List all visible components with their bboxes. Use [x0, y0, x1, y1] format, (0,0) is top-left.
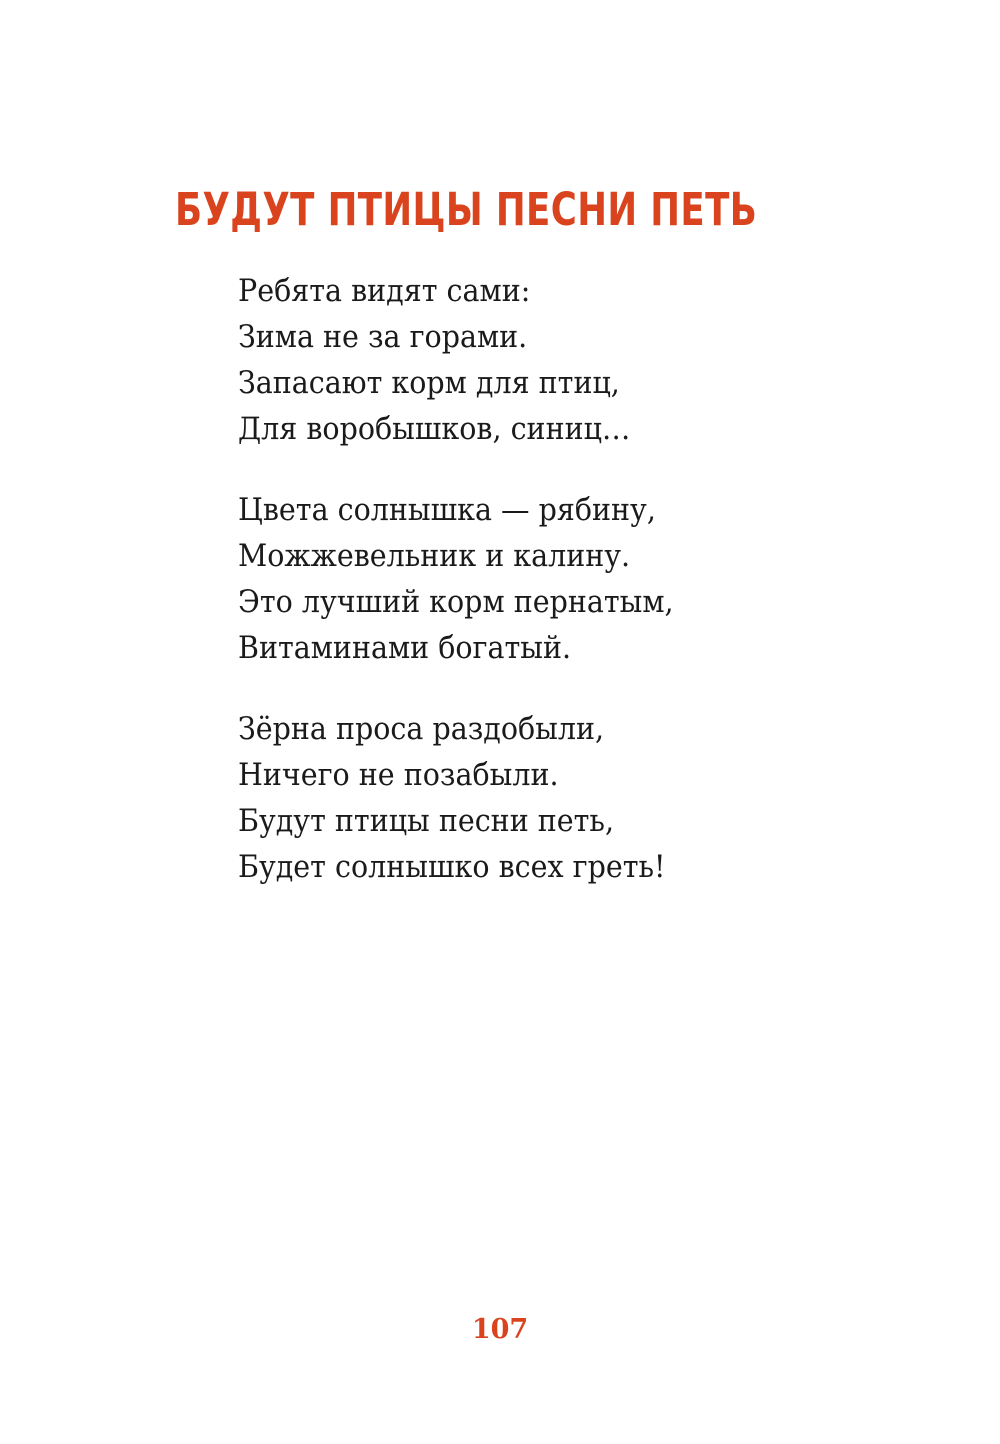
stanza-2 — [238, 487, 798, 671]
poem-title: БУДУТ ПТИЦЫ ПЕСНИ ПЕТЬ — [175, 183, 758, 236]
stanza-3 — [238, 706, 798, 890]
stanza-1 — [238, 268, 798, 452]
poem-line: Запасают корм для птиц, — [238, 365, 620, 401]
poem-line: Зёрна проса раздобыли, — [238, 711, 605, 747]
poem-line: Будет солнышко всех греть! — [238, 849, 666, 885]
poem-line: Будут птицы песни петь, — [238, 803, 615, 839]
poem-body — [238, 268, 798, 925]
poem-line: Это лучший корм пернатым, — [238, 584, 674, 620]
poem-line: Ребята видят сами: — [238, 273, 531, 309]
poem-line: Витаминами богатый. — [238, 630, 572, 666]
poem-line: Можжевельник и калину. — [238, 538, 631, 574]
poem-line: Для воробышков, синиц… — [238, 411, 631, 447]
poem-line: Зима не за горами. — [238, 319, 528, 355]
poem-line: Ничего не позабыли. — [238, 757, 559, 793]
poem-line: Цвета солнышка — рябину, — [238, 492, 656, 528]
page-number: 107 — [471, 1314, 529, 1345]
